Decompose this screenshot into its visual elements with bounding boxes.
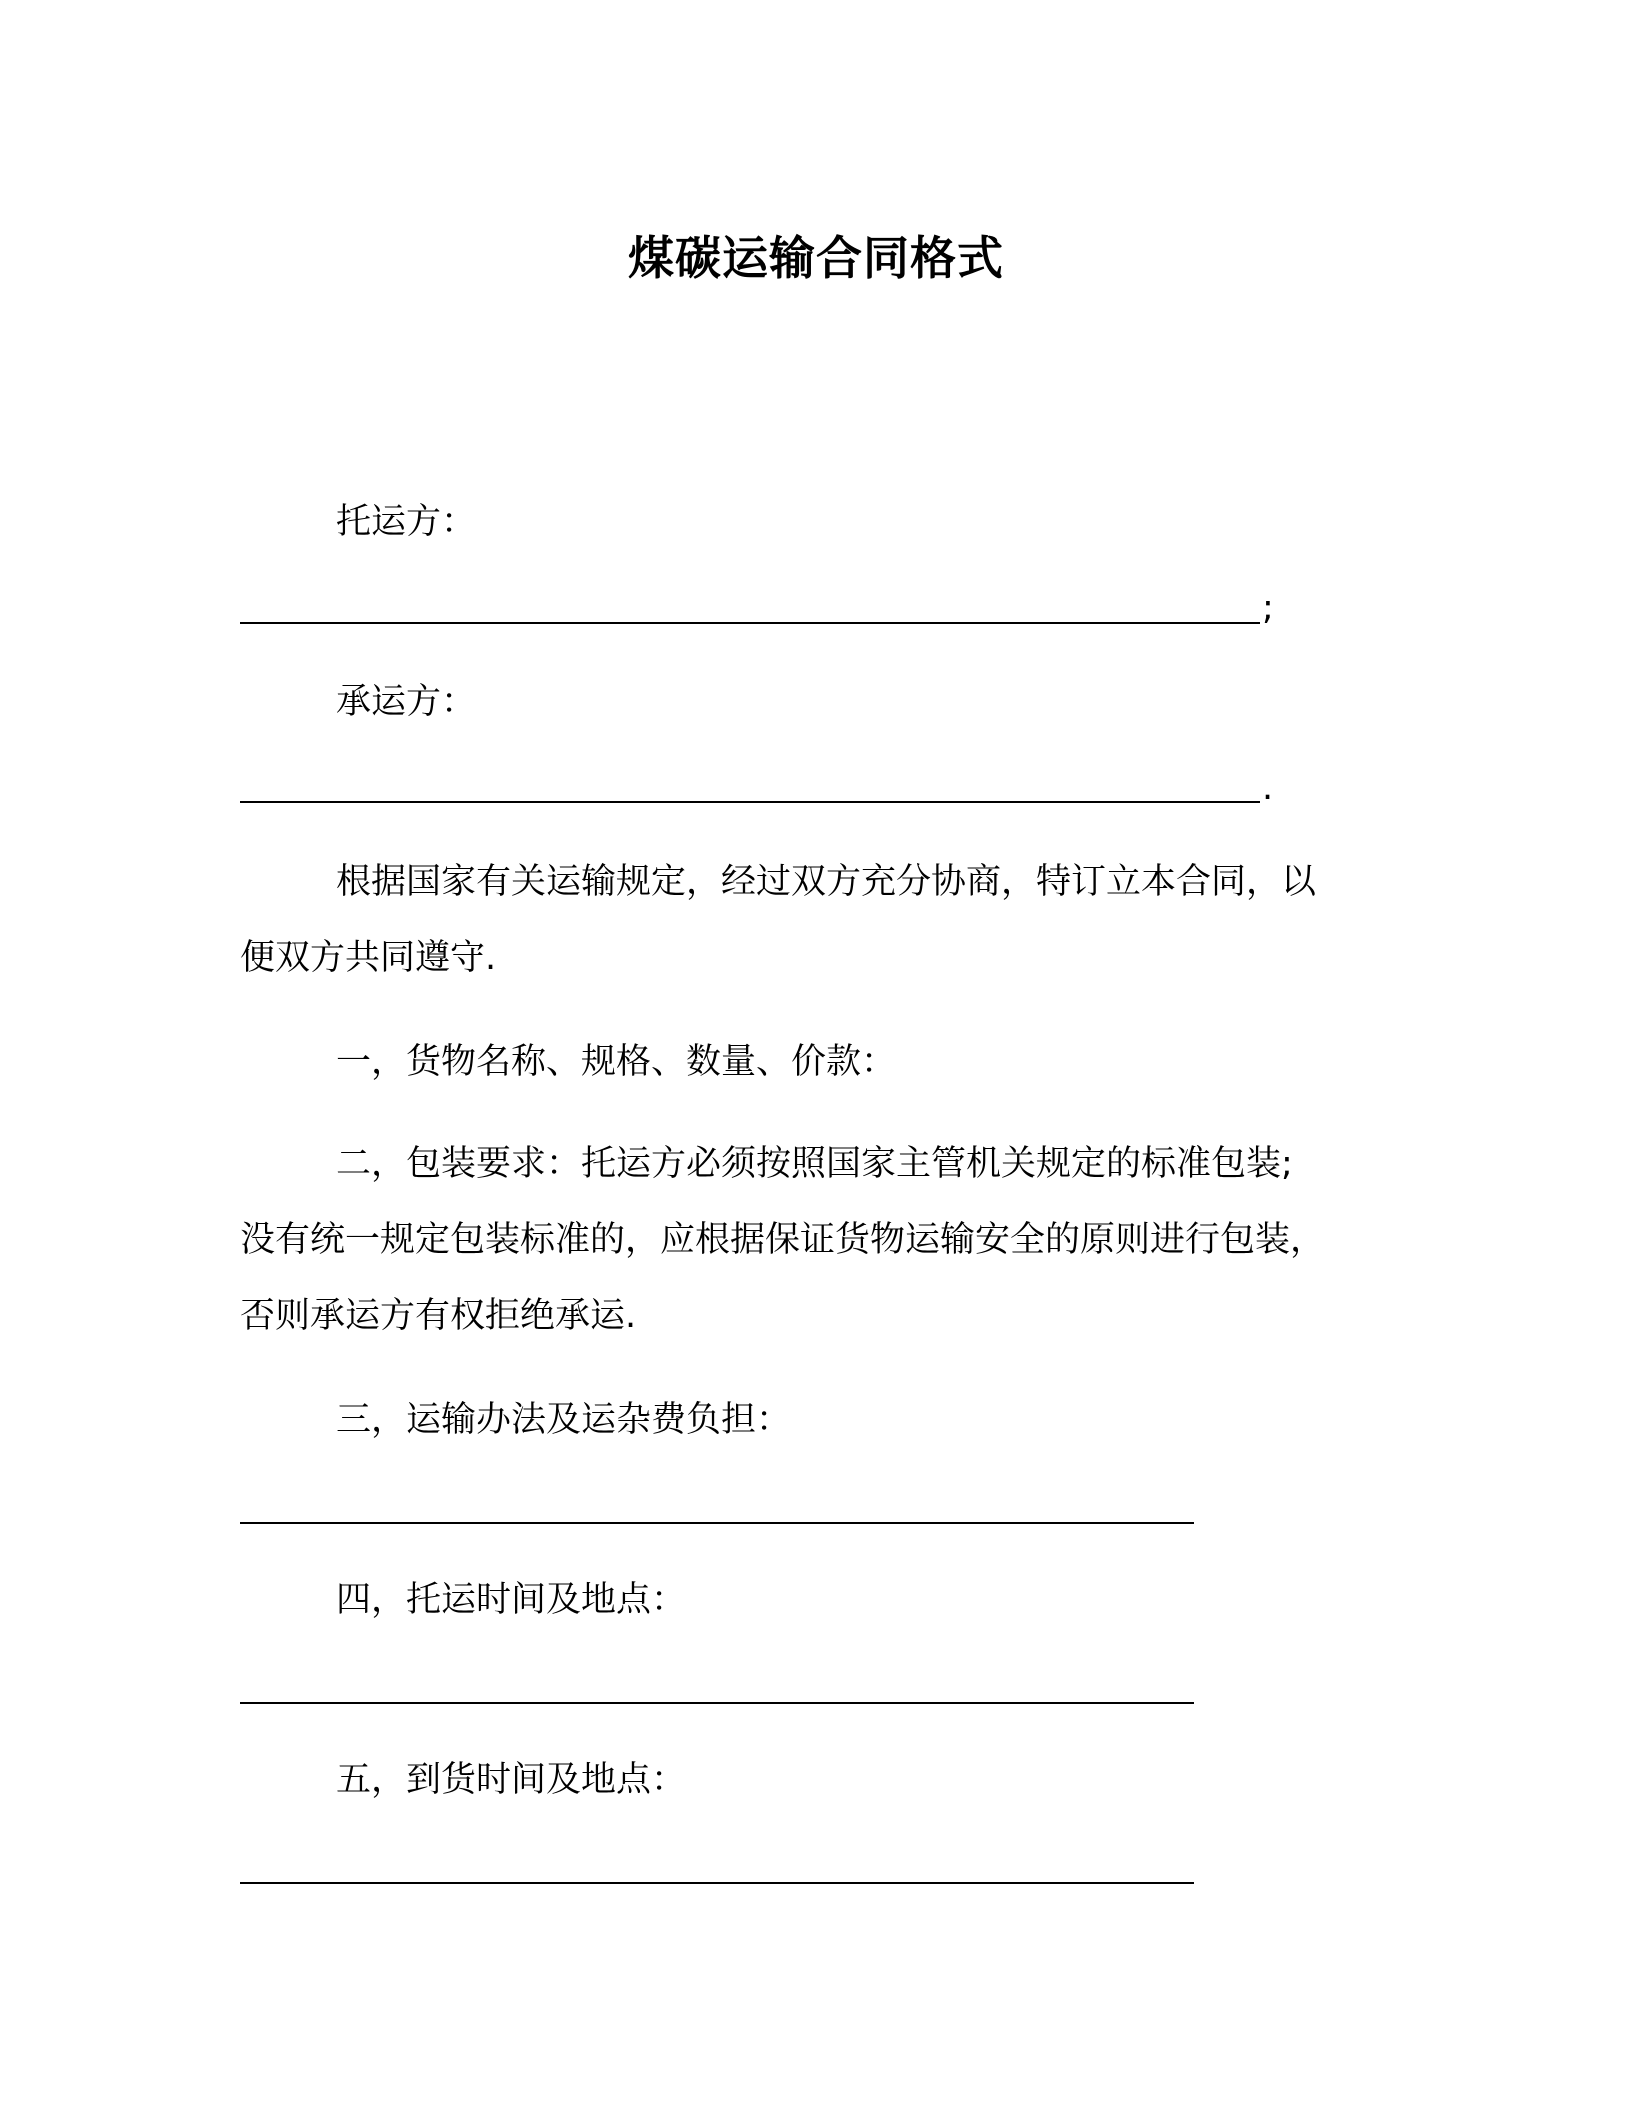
clause-1: 一，货物名称、规格、数量、价款：	[336, 1042, 897, 1082]
shipper-line-end: ;	[1262, 588, 1274, 628]
clause-2-line-3: 否则承运方有权拒绝承运.	[240, 1296, 637, 1336]
clause-2-line-2: 没有统一规定包装标准的，应根据保证货物运输安全的原则进行包装，	[240, 1220, 1326, 1260]
clause-5-blank-line	[240, 1882, 1194, 1884]
carrier-blank-line	[240, 801, 1260, 803]
clause-4-blank-line	[240, 1702, 1194, 1704]
preamble-line-1: 根据国家有关运输规定，经过双方充分协商，特订立本合同，以	[336, 862, 1317, 902]
shipper-label: 托运方：	[336, 502, 477, 542]
carrier-line-end: .	[1262, 768, 1274, 808]
clause-4: 四，托运时间及地点：	[336, 1580, 687, 1620]
preamble-line-2: 便双方共同遵守.	[240, 938, 497, 978]
clause-5: 五，到货时间及地点：	[336, 1760, 687, 1800]
clause-3: 三，运输办法及运杂费负担：	[336, 1400, 792, 1440]
carrier-label: 承运方：	[336, 682, 477, 722]
document-title: 煤碳运输合同格式	[628, 231, 1004, 285]
clause-3-blank-line	[240, 1522, 1194, 1524]
clause-2-line-1: 二，包装要求：托运方必须按照国家主管机关规定的标准包装;	[336, 1144, 1293, 1184]
shipper-blank-line	[240, 622, 1260, 624]
